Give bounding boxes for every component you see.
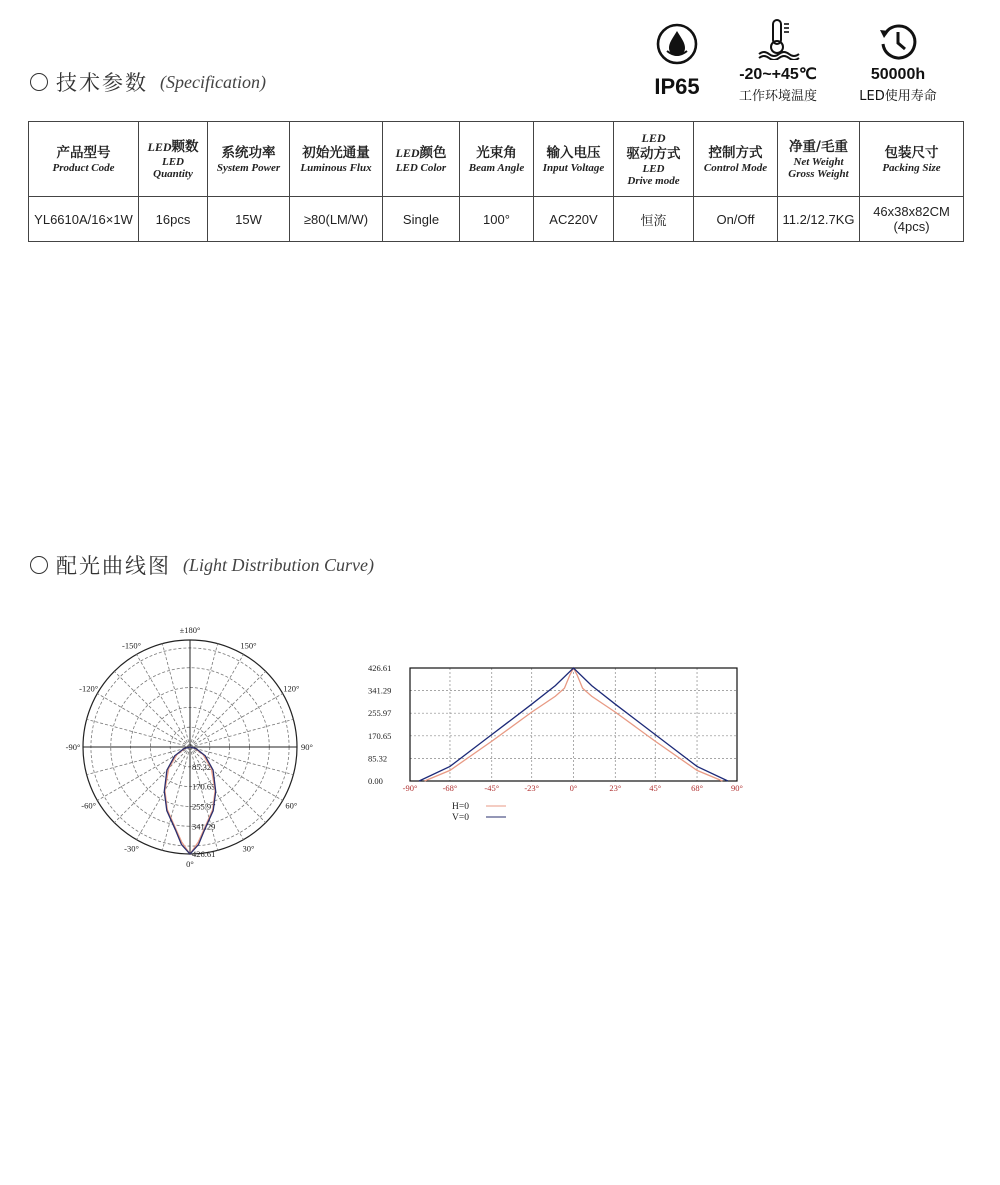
polar-grid-spoke <box>190 644 218 747</box>
header-en: System Power <box>216 161 281 174</box>
cell-voltage: AC220V <box>534 197 614 242</box>
polar-radial-label: 85.32 <box>192 761 212 772</box>
polar-radial-label: 255.97 <box>192 801 216 812</box>
packing-line2: (4pcs) <box>893 219 930 234</box>
polar-angle-label: 30° <box>242 843 255 854</box>
polar-angle-label: 150° <box>240 640 257 651</box>
header-en: Product Code <box>52 161 115 174</box>
cart-y-tick-label: 0.00 <box>368 776 383 786</box>
header-en: Net Weight <box>793 155 844 168</box>
table-row <box>29 197 964 242</box>
cart-y-tick-label: 170.65 <box>368 730 392 741</box>
header-cn: 包装尺寸 <box>884 144 939 161</box>
polar-chart <box>50 620 340 875</box>
header-cn: 输入电压 <box>546 144 601 161</box>
header-cn <box>383 145 459 162</box>
header-en: Packing Size <box>882 161 941 174</box>
cart-x-tick-label: -90° <box>402 783 418 793</box>
header-en2: Drive mode <box>627 175 680 187</box>
polar-angle-label: -120° <box>79 683 99 694</box>
legend-label: H=0 <box>452 802 469 812</box>
temp-caption: 工作环境温度 <box>738 89 817 104</box>
header-cn-text: 颜色 <box>419 144 447 161</box>
header-led-prefix: LED <box>641 131 666 145</box>
cart-y-tick-label: 426.61 <box>368 663 392 673</box>
spec-title-en: (Specification) <box>160 71 266 92</box>
header-en2: Gross Weight <box>788 167 849 180</box>
curve-section-title <box>30 550 374 580</box>
cart-y-tick-label: 85.32 <box>368 753 388 764</box>
life-caption: LED使用寿命 <box>859 89 937 104</box>
header-cn: 产品型号 <box>56 144 111 161</box>
spec-section-title <box>30 67 266 97</box>
polar-radial-label: 341.29 <box>192 821 216 832</box>
header-en: Control Mode <box>703 161 768 174</box>
spec-table <box>28 121 964 242</box>
life-hours: 50000h <box>870 66 926 83</box>
header-cn: 光束角 <box>476 144 517 161</box>
cell-weight: 11.2/12.7KG <box>778 197 860 242</box>
polar-angle-label: -150° <box>122 640 141 651</box>
header-en: LED <box>642 163 665 175</box>
polar-grid-spoke <box>162 644 190 747</box>
section-bullet-icon <box>30 556 48 574</box>
cell-drive: 恒流 <box>614 197 694 242</box>
cart-y-tick-label: 341.29 <box>368 685 392 696</box>
header-luminous-flux <box>290 122 383 197</box>
cart-x-tick-label: 45° <box>649 783 662 793</box>
cell-color: Single <box>383 197 460 242</box>
header-led-prefix: LED <box>147 139 172 154</box>
header-led-prefix: LED <box>395 145 420 160</box>
header-product-code <box>29 122 139 197</box>
cart-x-tick-label: -23° <box>524 783 540 793</box>
cell-power: 15W <box>208 197 290 242</box>
header-en: Input Voltage <box>542 161 605 174</box>
polar-angle-label: ±180° <box>179 625 201 635</box>
cart-x-tick-label: -68° <box>442 783 458 793</box>
legend-label: V=0 <box>452 813 469 823</box>
header-cn: 系统功率 <box>221 144 276 161</box>
header-system-power <box>208 122 290 197</box>
polar-grid-spoke <box>190 694 283 748</box>
polar-angle-label: 120° <box>283 683 300 694</box>
header-led-quantity <box>139 122 208 197</box>
ip-rating-badge <box>642 22 712 100</box>
clock-history-icon <box>877 22 919 62</box>
cell-product-code: YL6610A/16×1W <box>29 197 139 242</box>
header-cn: 驱动方式 <box>626 146 681 162</box>
header-en: LED Color <box>395 161 447 174</box>
header-control-mode <box>694 122 778 197</box>
polar-grid-spoke <box>87 719 190 747</box>
cartesian-chart <box>360 660 760 830</box>
curve-title-cn: 配光曲线图 <box>56 554 171 578</box>
temperature-badge <box>728 18 828 104</box>
header-packing-size <box>860 122 964 197</box>
polar-angle-label: 90° <box>301 742 313 752</box>
packing-line1: 46x38x82CM <box>873 204 950 219</box>
ip-label: IP65 <box>654 74 700 99</box>
cart-x-tick-label: 68° <box>691 783 703 793</box>
header-drive-mode <box>614 122 694 197</box>
cell-beam-angle: 100° <box>460 197 534 242</box>
cart-x-tick-label: 23° <box>609 783 622 793</box>
temp-range: -20~+45℃ <box>739 66 817 83</box>
header-led-color <box>383 122 460 197</box>
polar-angle-label: -90° <box>65 742 81 752</box>
polar-grid-spoke <box>190 719 293 747</box>
cart-x-tick-label: 0° <box>569 783 578 793</box>
polar-angle-label: -30° <box>124 843 139 854</box>
header-en2: Quantity <box>153 167 193 180</box>
header-en: Luminous Flux <box>300 161 372 174</box>
header-cn-text: 颗数 <box>171 138 199 155</box>
section-bullet-icon <box>30 73 48 91</box>
cart-y-tick-label: 255.97 <box>368 708 392 719</box>
lifetime-badge <box>848 22 948 104</box>
polar-angle-label: 60° <box>285 800 298 811</box>
thermometer-icon <box>753 18 803 60</box>
polar-grid-spoke <box>137 654 191 747</box>
header-beam-angle <box>460 122 534 197</box>
header-en: LED <box>162 155 184 168</box>
curve-title-en: (Light Distribution Curve) <box>183 554 375 575</box>
polar-radial-label: 170.65 <box>192 781 216 792</box>
polar-grid-spoke <box>87 747 190 775</box>
cart-x-tick-label: -45° <box>484 783 500 793</box>
polar-angle-label: 0° <box>186 859 194 869</box>
header-cn: 控制方式 <box>708 144 763 161</box>
header-weight <box>778 122 860 197</box>
spec-title-cn: 技术参数 <box>56 71 148 95</box>
water-drop-icon <box>655 22 699 66</box>
cart-x-tick-label: 90° <box>731 783 743 793</box>
polar-radial-label: 426.61 <box>192 849 216 860</box>
header-en: Beam Angle <box>468 161 525 174</box>
polar-angle-label: -60° <box>81 800 97 811</box>
header-cn: 初始光通量 <box>302 144 370 161</box>
header-cn <box>139 139 207 156</box>
cell-control: On/Off <box>694 197 778 242</box>
header-input-voltage <box>534 122 614 197</box>
cell-flux: ≥80(LM/W) <box>290 197 383 242</box>
cell-packing <box>860 197 964 242</box>
cell-quantity: 16pcs <box>139 197 208 242</box>
header-cn: 净重/毛重 <box>789 138 848 155</box>
table-header-row <box>29 122 964 197</box>
